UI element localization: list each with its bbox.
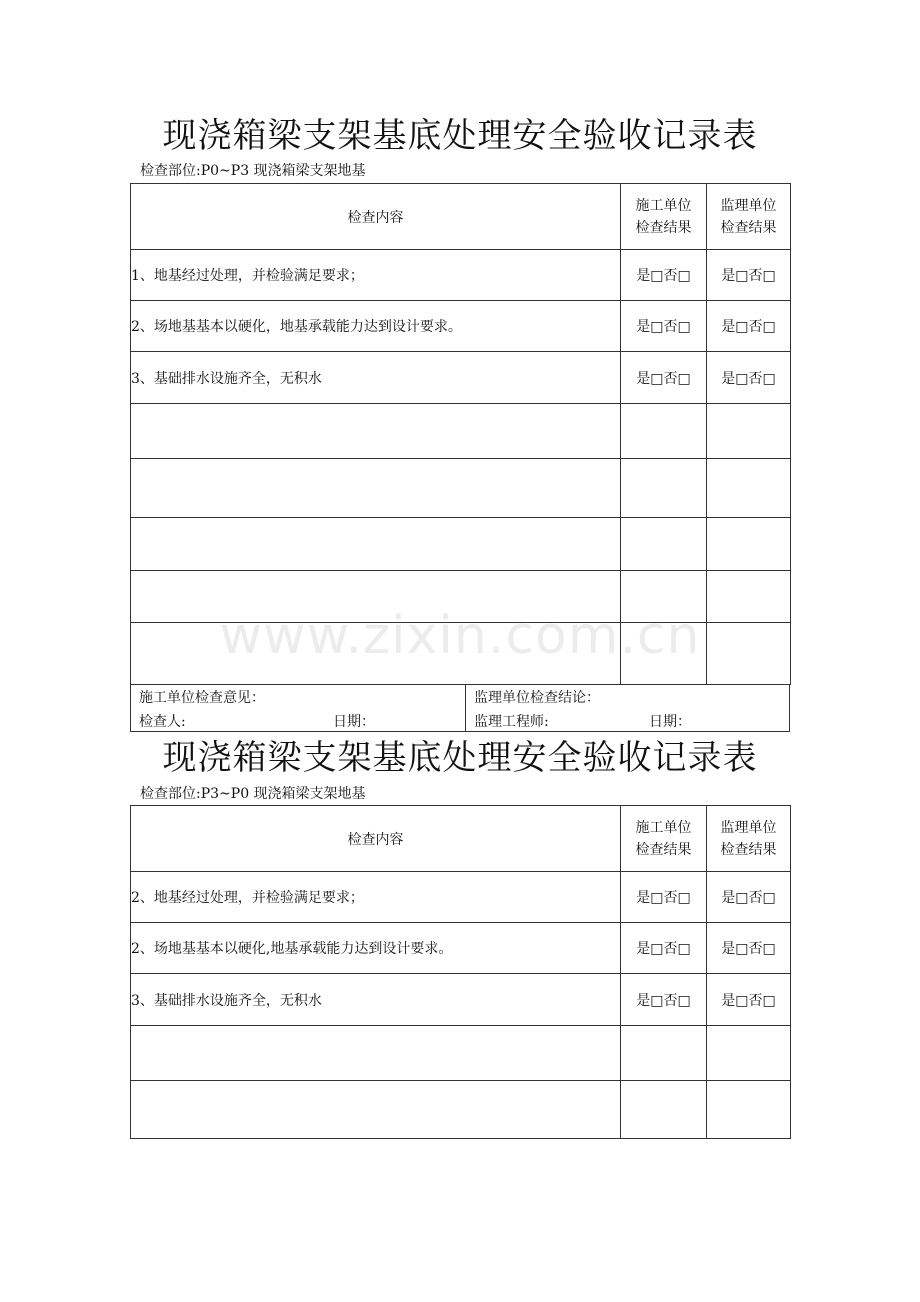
empty-cell[interactable] [707,404,791,459]
form1-title: 现浇箱梁支架基底处理安全验收记录表 [162,116,758,156]
empty-cell[interactable] [707,1026,791,1081]
table-row [131,872,791,923]
contractor-result-checkbox[interactable]: 是□否□ [621,301,707,352]
supervisor-result-checkbox[interactable]: 是□否□ [707,872,791,923]
supervisor-result-checkbox[interactable]: 是□否□ [707,250,791,301]
empty-cell[interactable] [131,1026,621,1081]
form1-header-contractor [621,184,707,250]
contractor-result-checkbox[interactable]: 是□否□ [621,923,707,974]
form1-footer [130,684,790,732]
empty-row [131,404,791,459]
empty-cell[interactable] [621,459,707,518]
empty-cell[interactable] [707,1081,791,1139]
form1-header-contractor-line1: 施工单位 [635,197,692,214]
contractor-result-checkbox[interactable]: 是□否□ [621,352,707,404]
table-row [131,352,791,404]
empty-cell[interactable] [621,404,707,459]
empty-cell[interactable] [621,1026,707,1081]
form2-header-content: 检查内容 [131,806,621,872]
supervisor-conclusion-section[interactable] [466,684,790,731]
date-label: 日期： [649,714,691,730]
form1-header-contractor-line2: 检查结果 [635,219,692,236]
empty-cell[interactable] [131,518,621,571]
empty-cell[interactable] [707,459,791,518]
supervisor-result-checkbox[interactable]: 是□否□ [707,301,791,352]
form1-location: 检查部位:P0~P3 现浇箱梁支架地基 [140,163,366,179]
contractor-result-checkbox[interactable]: 是□否□ [621,250,707,301]
empty-cell[interactable] [131,459,621,518]
inspector-label: 检查人: [139,714,186,730]
form1-header-row [131,184,791,250]
form1-header-supervisor [707,184,791,250]
contractor-result-checkbox[interactable]: 是□否□ [621,872,707,923]
item-text: 1、地基经过处理，并检验满足要求； [131,250,621,301]
table-row [131,301,791,352]
empty-row [131,1081,791,1139]
form2-header-contractor-line1: 施工单位 [635,819,692,836]
form2-header-row [131,806,791,872]
form1-header-content: 检查内容 [131,184,621,250]
form1-header-supervisor-line1: 监理单位 [720,197,777,214]
contractor-opinion-label: 施工单位检查意见： [139,690,265,706]
item-text: 3、基础排水设施齐全，无积水 [131,974,621,1026]
supervisor-result-checkbox[interactable]: 是□否□ [707,352,791,404]
contractor-result-checkbox[interactable]: 是□否□ [621,974,707,1026]
item-text: 2、地基经过处理，并检验满足要求； [131,872,621,923]
supervisor-result-checkbox[interactable]: 是□否□ [707,923,791,974]
form2-header-supervisor [707,806,791,872]
table-row [131,250,791,301]
form2-header-contractor [621,806,707,872]
item-text: 2、场地基基本以硬化,地基承载能力达到设计要求。 [131,923,621,974]
form1-header-supervisor-line2: 检查结果 [720,219,777,236]
empty-row [131,459,791,518]
empty-cell[interactable] [131,1081,621,1139]
table-row [131,923,791,974]
date-label: 日期： [333,714,375,730]
item-text: 3、基础排水设施齐全，无积水 [131,352,621,404]
empty-cell[interactable] [707,518,791,571]
form2-location: 检查部位:P3~P0 现浇箱梁支架地基 [140,786,366,802]
form2-table [130,805,791,1139]
form2-header-contractor-line2: 检查结果 [635,841,692,858]
form2-title: 现浇箱梁支架基底处理安全验收记录表 [162,738,758,778]
empty-cell[interactable] [131,404,621,459]
engineer-label: 监理工程师: [474,714,549,730]
form2-header-supervisor-line2: 检查结果 [720,841,777,858]
empty-cell[interactable] [621,1081,707,1139]
supervisor-conclusion-label: 监理单位检查结论： [474,690,600,706]
contractor-opinion-section[interactable] [131,684,465,731]
table-row [131,974,791,1026]
empty-row [131,518,791,571]
supervisor-result-checkbox[interactable]: 是□否□ [707,974,791,1026]
form2-header-supervisor-line1: 监理单位 [720,819,777,836]
watermark: www.zixin.com.cn [219,606,701,666]
empty-cell[interactable] [621,518,707,571]
item-text: 2、场地基基本以硬化，地基承载能力达到设计要求。 [131,301,621,352]
empty-row [131,1026,791,1081]
